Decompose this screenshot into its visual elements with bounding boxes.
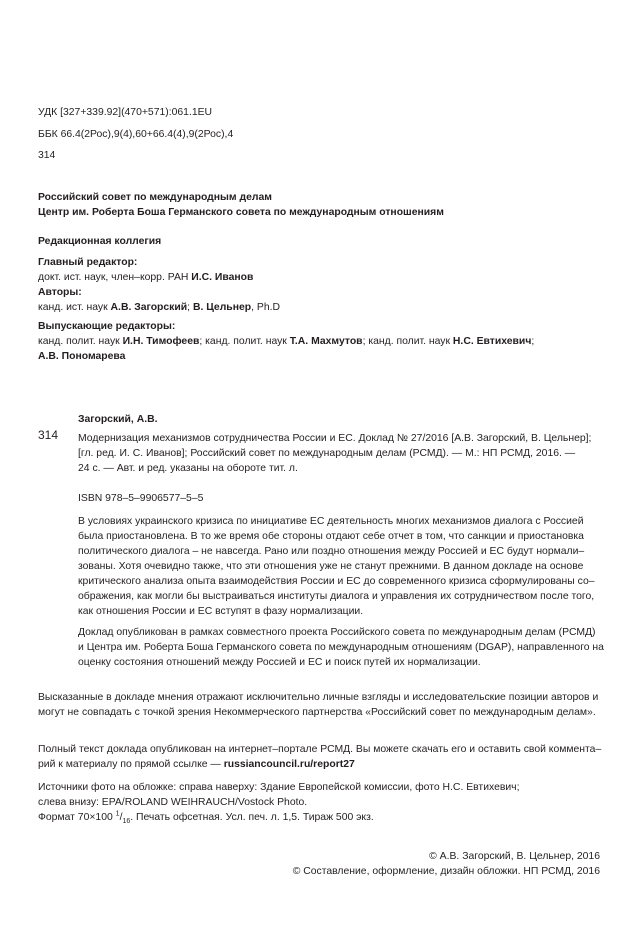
format-suffix: . Печать офсетная. Усл. печ. л. 1,5. Тираж 500 экз. xyxy=(130,812,374,823)
abstract-line: В условиях украинского кризиса по инициативе ЕС деятельность многих механизмов диалога с Россией xyxy=(78,516,584,527)
board-heading: Редакционная коллегия xyxy=(38,236,162,247)
abstract-2 xyxy=(78,625,604,670)
editor-3-title: ; канд. полит. наук xyxy=(362,336,453,347)
chief-editor-name: И.С. Иванов xyxy=(191,272,254,283)
abstract-1 xyxy=(78,514,600,619)
editor-3-name: Н.С. Евтихевич xyxy=(452,336,532,347)
catalog-author: Загорский, А.В. xyxy=(78,414,158,425)
photo-credit-line: Источники фото на обложке: справа наверху: Здание Европейской комиссии, фото Н.С. Евтихевич; xyxy=(38,782,520,793)
managing-editors: Выпускающие редакторы: канд. полит. наук И.Н. Тимофеев; канд. полит. наук Т.А. Махмутов; канд. полит. наук Н.С. Евтихевич; А.В. Пономарева xyxy=(38,319,600,364)
author-2-name: В. Цельнер xyxy=(192,302,252,313)
editor-1-title: канд. полит. наук xyxy=(38,336,123,347)
abstract-line: была приостановлена. В то же время обе стороны отдают себе отчет в том, что санкции и приостановка xyxy=(78,531,584,542)
catalog-description-line: 24 с. — Авт. и ред. указаны на обороте тит. л. xyxy=(78,463,298,474)
author-2-degree: , Ph.D xyxy=(251,302,280,313)
abstract-line: ображения, как могли бы выстраиваться институты диалога и управления их сотрудничеством после того, xyxy=(78,591,595,602)
abstract-line: и Центра им. Роберта Боша Германского совета по международным отношениям (DGAP), направленного на xyxy=(78,642,604,653)
editorial-board xyxy=(38,234,600,249)
abstract-line: зованы. Хотя очевидно также, что эти отношения уже не станут прежними. В данном докладе на основе xyxy=(78,561,584,572)
format-denominator: 16 xyxy=(122,818,131,826)
print-format: Формат 70×100 $^1/_{16}$. Печать офсетная. Усл. печ. л. 1,5. Тираж 500 экз. xyxy=(38,810,374,826)
author-mark: 314 xyxy=(38,150,56,161)
organizations xyxy=(38,190,600,220)
author-1-name: А.В. Загорский xyxy=(110,302,188,313)
disclaimer-line: Высказанные в докладе мнения отражают исключительно личные взгляды и исследовательские позиции авторов и xyxy=(38,692,599,703)
fulltext-line: Полный текст доклада опубликован на интернет–портале РСМД. Вы можете скачать его и оставить свой коммента– xyxy=(38,744,602,755)
fulltext-note xyxy=(38,742,600,772)
author-1-title: канд. ист. наук xyxy=(38,302,111,313)
copyright-authors: © А.В. Загорский, В. Цельнер, 2016 xyxy=(429,851,600,862)
abstract-line: оценку состояния отношений между Россией и ЕС и поиск путей их нормализации. xyxy=(78,657,481,668)
fulltext-prefix: рий к материалу по прямой ссылке — xyxy=(38,759,224,770)
chief-editor xyxy=(38,255,600,285)
abstract-line: как отношения России и ЕС вступят в фазу нормализации. xyxy=(78,606,364,617)
organization-rsmd: Российский совет по международным делам xyxy=(38,192,272,203)
abstract-line: Доклад опубликован в рамках совместного проекта Российского совета по международным делам (РСМД) xyxy=(78,627,596,638)
chief-editor-label: Главный редактор: xyxy=(38,257,138,268)
editor-2-title: ; канд. полит. наук xyxy=(199,336,290,347)
format-prefix: Формат 70×100 xyxy=(38,812,116,823)
catalog-description-line: [гл. ред. И. С. Иванов]; Российский совет по международным делам (РСМД). — М.: НП РСМД, 2016. — xyxy=(78,448,576,459)
catalog-card xyxy=(78,412,600,476)
catalog-number: 314 xyxy=(38,428,59,442)
catalog-description-line: Модернизация механизмов сотрудничества России и ЕС. Доклад № 27/2016 [А.В. Загорский, В. Цельнер]; xyxy=(78,433,592,444)
photo-credit-line: слева внизу: EPA/ROLAND WEIHRAUCH/Vostock Photo. xyxy=(38,797,308,808)
bbk-code: ББК 66.4(2Рос),9(4),60+66.4(4),9(2Рос),4 xyxy=(38,129,234,140)
abstract-line: политического диалога – не навсегда. Рано или поздно отношения между Россией и ЕС будут нормали– xyxy=(78,546,585,557)
report-link[interactable]: russiancouncil.ru/report27 xyxy=(223,759,355,770)
abstract-line: критического анализа опыта взаимодействия России и ЕС до современного кризиса сформулированы со– xyxy=(78,576,595,587)
udk-code: УДК [327+339.92](470+571):061.1EU xyxy=(38,107,213,118)
organization-dgap: Центр им. Роберта Боша Германского совета по международным отношениям xyxy=(38,207,444,218)
authors: Авторы: канд. ист. наук А.В. Загорский; В. Цельнер, Ph.D xyxy=(38,285,600,315)
editor-1-name: И.Н. Тимофеев xyxy=(122,336,200,347)
photo-credits xyxy=(38,780,600,825)
authors-label: Авторы: xyxy=(38,287,82,298)
copyright xyxy=(38,849,600,879)
editors-label: Выпускающие редакторы: xyxy=(38,321,176,332)
format-numerator: 1 xyxy=(115,810,120,818)
disclaimer-line: могут не совпадать с точкой зрения Некоммерческого партнерства «Российский совет по международным делам». xyxy=(38,707,596,718)
copyright-publisher: © Составление, оформление, дизайн обложки. НП РСМД, 2016 xyxy=(292,866,600,877)
classification-codes xyxy=(38,105,600,163)
chief-editor-title: докт. ист. наук, член–корр. РАН xyxy=(38,272,192,283)
disclaimer xyxy=(38,690,600,720)
editor-4-name: А.В. Пономарева xyxy=(38,351,126,362)
editor-2-name: Т.А. Махмутов xyxy=(289,336,363,347)
isbn: ISBN 978–5–9906577–5–5 xyxy=(78,493,204,504)
